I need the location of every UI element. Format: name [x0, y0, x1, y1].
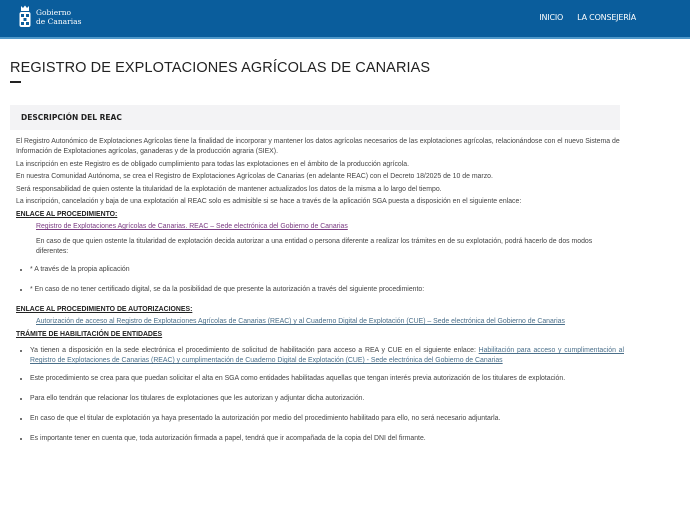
coat-of-arms-icon: [18, 5, 32, 30]
enlace-autorizaciones-heading: ENLACE AL PROCEDIMIENTO DE AUTORIZACIONES:: [16, 306, 193, 313]
top-navigation-bar: [0, 0, 690, 39]
list-item: • Este procedimiento se crea para que puedan solicitar el alta en SGA como entidades habilitadas aquellas que tengan interés previa autorización de los titulares de explotación.: [30, 374, 624, 384]
nav-la-consejeria[interactable]: LA CONSEJERÍA: [577, 13, 636, 22]
paragraph: El Registro Autonómico de Explotaciones Agrícolas tiene la finalidad de incorporar y mantener los datos agrícolas necesarios de las explotaciones agrícolas, relacionándose con el nuevo Sistema de Información de Explotaciones agrícolas, ganaderas y de la producción agraria (SIEX).: [16, 138, 620, 155]
list-item: • Es importante tener en cuenta que, toda autorización firmada a papel, tendrá que ir acompañada de la copia del DNI del firmante.: [30, 434, 624, 444]
tramite-list: [16, 346, 624, 444]
section-title: DESCRIPCIÓN DEL REAC: [21, 113, 122, 122]
paragraph: La inscripción en este Registro es de obligado cumplimiento para todas las explotaciones en el ámbito de la producción agrícola.: [16, 160, 409, 168]
logo-line-1: Gobierno: [36, 8, 72, 17]
gobierno-canarias-logo[interactable]: [18, 5, 81, 30]
list-item: [30, 346, 624, 366]
list-item-text: Ya tienen a disposición en la sede electrónica el procedimiento de solicitud de habilitación para acceso a REA y CUE en el siguiente enlace:: [30, 347, 479, 354]
list-item: • En caso de que el titular de explotación ya haya presentado la autorización por medio del procedimiento habilitado para ello, no será necesario adjuntarla.: [30, 414, 624, 424]
nav-inicio[interactable]: INICIO: [539, 13, 564, 22]
list-item: • * A través de la propia aplicación: [30, 265, 624, 275]
paragraph: Será responsabilidad de quien ostente la titularidad de la explotación de mantener actualizados los datos de la misma a lo largo del tiempo.: [16, 185, 442, 193]
reac-procedure-link[interactable]: Registro de Explotaciones Agrícolas de Canarias. REAC – Sede electrónica del Gobierno de Canarias: [36, 223, 348, 230]
section-header: [10, 105, 620, 130]
logo-text: [36, 9, 81, 26]
logo-line-2: de Canarias: [36, 16, 82, 26]
authorization-info-text: En caso de que quien ostente la titularidad de explotación decida autorizar a una entidad o persona diferente a realizar los trámites en de su explotación, podrá hacerlo de dos modos diferentes:: [36, 238, 593, 255]
paragraph: En nuestra Comunidad Autónoma, se crea el Registro de Explotaciones Agrícolas de Canarias (en adelante REAC) con el Decreto 18/2025 de 10 de marzo.: [16, 173, 493, 180]
page-title: REGISTRO DE EXPLOTACIONES AGRÍCOLAS DE CANARIAS: [10, 60, 431, 76]
section-content: [16, 137, 624, 444]
autorizacion-acceso-link[interactable]: Autorización de acceso al Registro de Explotaciones Agrícolas de Canarias (REAC) y al Cuaderno Digital de Explotación (CUE) – Sede electrónica del Gobierno de Canarias: [36, 318, 565, 325]
list-item: • Para ello tendrán que relacionar los titulares de explotaciones que les autorizan y adjuntar dicha autorización.: [30, 394, 624, 404]
main-nav: [539, 13, 636, 22]
authorization-modes-list: [16, 265, 624, 295]
habilitacion-acceso-link[interactable]: Habilitación para acceso y cumplimentación al Registro de Explotaciones de Canarias (REAC) y cumplimentación de Cuaderno Digital de Explotación (CUE) - Sede electrónica del Gobierno de Canarias: [30, 347, 624, 364]
paragraph: La inscripción, cancelación y baja de una explotación al REAC solo es admisible si se hace a través de la aplicación SGA puesta a disposición en el siguiente enlace:: [16, 198, 522, 205]
enlace-procedimiento-heading: ENLACE AL PROCEDIMIENTO:: [16, 211, 118, 218]
title-underline: [10, 81, 21, 83]
tramite-heading: TRÁMITE DE HABILITACIÓN DE ENTIDADES: [16, 331, 163, 338]
list-item: • * En caso de no tener certificado digital, se da la posibilidad de que presente la autorización a través del siguiente procedimiento:: [30, 285, 624, 295]
